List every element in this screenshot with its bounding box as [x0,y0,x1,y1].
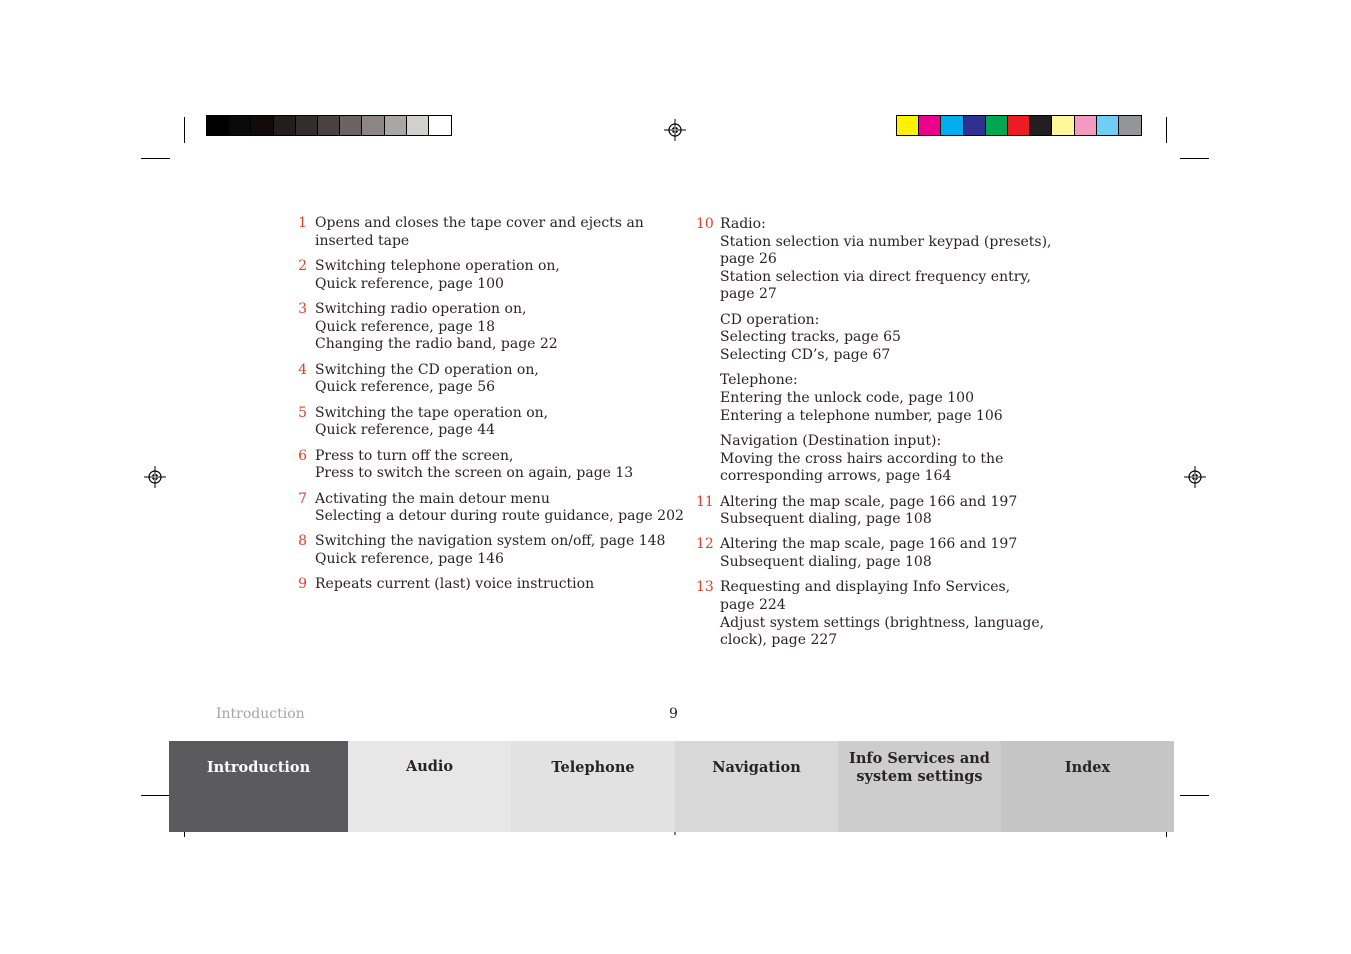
item-number: 8 [298,533,307,550]
item-text: page 224 [720,597,786,614]
item-text: page 27 [720,286,777,303]
right-item-list [696,216,1052,658]
grayscale-swatch [207,116,229,135]
registration-mark-icon [664,119,686,141]
grayscale-color-bar [206,115,452,136]
item-text: Press to switch the screen on again, page 13 [315,465,634,482]
item-text: Quick reference, page 56 [315,379,496,396]
grayscale-swatch [318,116,340,135]
tab-label: Introduction [206,759,311,776]
list-item [297,362,684,397]
process-swatch [1052,116,1074,135]
item-text: Switching the tape operation on, [315,404,549,421]
item-number: 2 [298,257,307,274]
process-swatch [964,116,986,135]
registration-mark-icon [1184,466,1206,488]
list-item [696,536,1052,571]
item-paragraph [720,216,1052,304]
crop-mark [184,117,185,143]
page-number: 9 [669,706,678,722]
list-item [696,216,1052,486]
item-text: Changing the radio band, page 22 [315,336,558,353]
item-number: 3 [298,300,307,317]
section-tabs [169,741,1174,832]
item-paragraph [720,433,1052,486]
item-paragraph [720,494,1052,529]
list-item [297,576,684,594]
process-swatch [897,116,919,135]
crop-mark [1166,117,1167,143]
process-swatch [1075,116,1097,135]
list-item [696,579,1052,649]
item-text: Telephone: [720,372,798,389]
tab-telephone[interactable] [511,741,675,832]
item-text: Quick reference, page 146 [315,551,504,568]
crop-mark [141,795,170,796]
section-label: Introduction [216,706,305,722]
item-number: 5 [298,404,307,421]
item-paragraph [720,372,1052,425]
item-text: Entering a telephone number, page 106 [720,407,1003,424]
item-text: Press to turn off the screen, [315,447,514,464]
item-text: Quick reference, page 100 [315,275,504,292]
item-text: Opens and closes the tape cover and ejects an [315,215,644,231]
tab-navigation[interactable] [675,741,838,832]
tab-label: Navigation [712,759,801,776]
item-text: Repeats current (last) voice instruction [315,576,595,593]
registration-mark-icon [144,466,166,488]
item-text: Subsequent dialing, page 108 [720,554,932,571]
item-number: 12 [696,536,714,553]
grayscale-swatch [385,116,407,135]
item-text: Quick reference, page 44 [315,422,496,439]
item-paragraph [720,312,1052,365]
left-item-list [297,215,684,602]
item-text: Station selection via number keypad (presets), [720,233,1052,250]
process-color-bar [896,115,1142,136]
list-item [297,258,684,293]
item-text: Switching telephone operation on, [315,257,560,274]
tab-audio[interactable] [348,741,511,832]
item-number: 11 [696,493,714,510]
item-text: Quick reference, page 18 [315,318,496,335]
tab-index[interactable] [1001,741,1174,832]
grayscale-swatch [340,116,362,135]
tab-introduction[interactable] [169,741,348,832]
item-number: 1 [298,215,307,231]
item-text: CD operation: [720,311,820,328]
item-text: Entering the unlock code, page 100 [720,389,974,406]
item-number: 4 [298,361,307,378]
process-swatch [941,116,963,135]
list-item [297,533,684,568]
item-text: Switching the navigation system on/off, page 148 [315,533,666,550]
item-text: corresponding arrows, page 164 [720,468,952,485]
tab-label: Info Services and [849,750,990,767]
item-text: Switching the CD operation on, [315,361,539,378]
grayscale-swatch [229,116,251,135]
process-swatch [1097,116,1119,135]
list-item [297,491,684,526]
item-text: page 26 [720,251,777,268]
item-number: 13 [696,579,714,596]
process-swatch [1119,116,1141,135]
crop-mark [1180,795,1209,796]
item-text: Requesting and displaying Info Services, [720,579,1011,596]
tab-label: Telephone [551,759,635,776]
grayscale-swatch [296,116,318,135]
tab-label: Audio [405,758,454,775]
process-swatch [1030,116,1052,135]
item-text: clock), page 227 [720,632,838,649]
grayscale-swatch [429,116,451,135]
item-text: Moving the cross hairs according to the [720,450,1004,467]
tab-info-services[interactable] [838,741,1001,832]
list-item [297,215,684,250]
process-swatch [1008,116,1030,135]
item-text: inserted tape [315,232,410,249]
item-paragraph [720,536,1052,571]
item-number: 10 [696,216,714,232]
item-number: 7 [298,490,307,507]
item-text: Activating the main detour menu [315,490,550,507]
process-swatch [919,116,941,135]
grayscale-swatch [407,116,429,135]
item-text: Navigation (Destination input): [720,432,942,449]
item-text: Station selection via direct frequency entry, [720,268,1031,285]
grayscale-swatch [274,116,296,135]
item-text: Selecting a detour during route guidance, page 202 [315,508,684,525]
list-item [297,301,684,354]
item-number: 6 [298,447,307,464]
list-item [297,405,684,440]
item-text: Adjust system settings (brightness, language, [720,614,1045,631]
item-text: Altering the map scale, page 166 and 197 [720,493,1018,510]
grayscale-swatch [362,116,384,135]
tab-label: Index [1064,759,1111,776]
crop-mark [1180,158,1209,159]
item-text: Altering the map scale, page 166 and 197 [720,536,1018,553]
list-item [297,448,684,483]
item-text: Selecting CD’s, page 67 [720,346,891,363]
list-item [696,494,1052,529]
item-text: Selecting tracks, page 65 [720,329,901,346]
item-text: Switching radio operation on, [315,300,527,317]
item-text: Radio: [720,216,766,232]
item-paragraph [720,579,1052,649]
tab-label: system settings [856,768,983,785]
process-swatch [986,116,1008,135]
grayscale-swatch [251,116,273,135]
crop-mark [141,158,170,159]
item-number: 9 [298,576,307,593]
item-text: Subsequent dialing, page 108 [720,511,932,528]
